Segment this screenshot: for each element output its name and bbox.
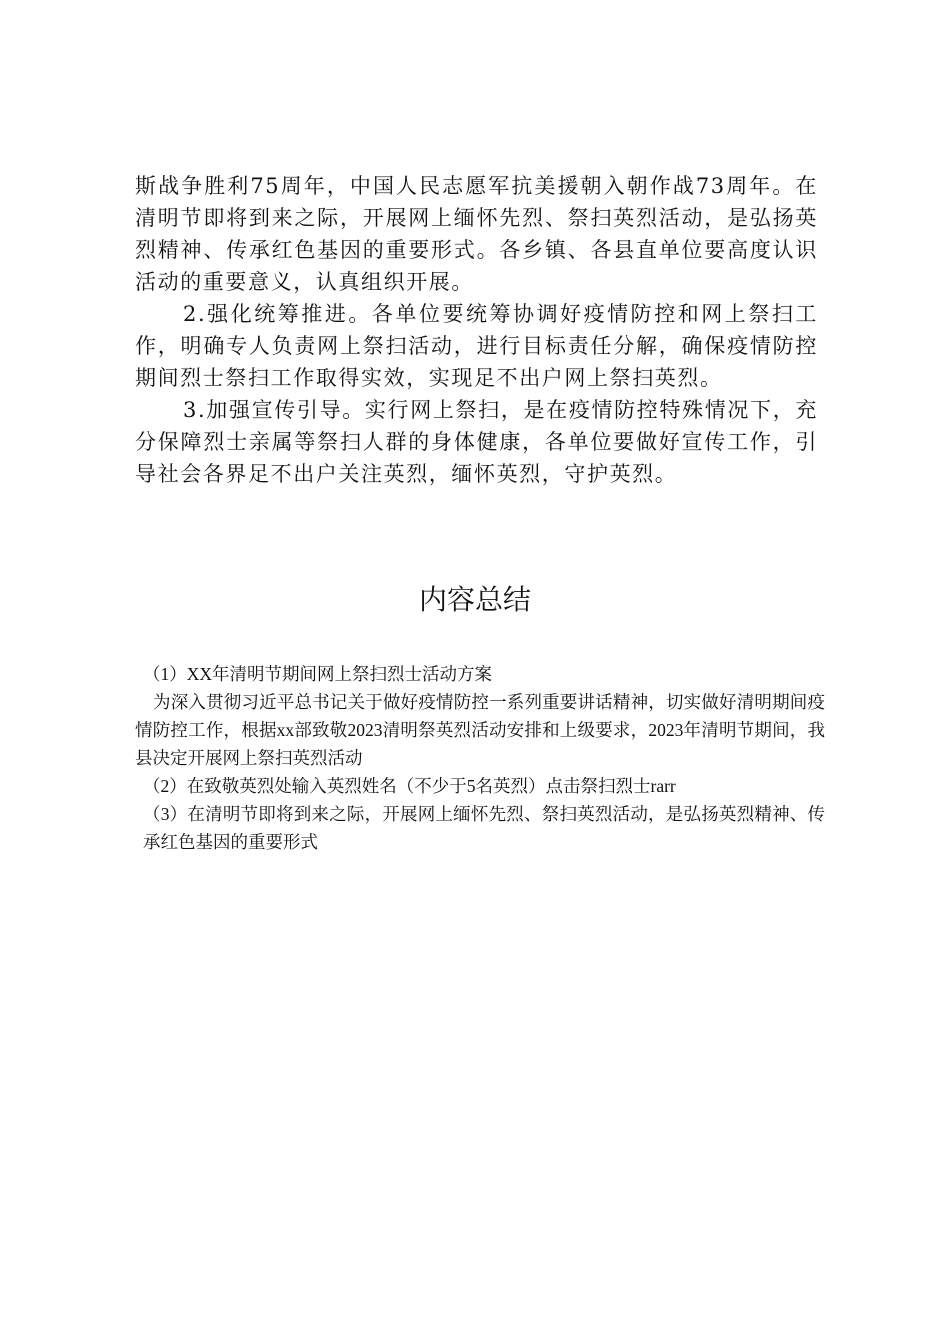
summary-title: 内容总结 xyxy=(418,583,531,616)
summary-item-3: （3）在清明节即将到来之际，开展网上缅怀先烈、祭扫英烈活动，是弘扬英烈精神、传承红色基因的重要形式 xyxy=(143,804,825,852)
body-text xyxy=(135,170,818,490)
body-paragraph-2: 2.强化统筹推进。各单位要统筹协调好疫情防控和网上祭扫工作，明确专人负责网上祭扫活动，进行目标责任分解，确保疫情防控期间烈士祭扫工作取得实效，实现足不出户网上祭扫英烈。 xyxy=(135,302,818,390)
body-paragraph-3: 3.加强宣传引导。实行网上祭扫，是在疫情防控特殊情况下，充分保障烈士亲属等祭扫人群的身体健康，各单位要做好宣传工作，引导社会各界足不出户关注英烈，缅怀英烈，守护英烈。 xyxy=(135,398,818,486)
body-paragraph-1: 斯战争胜利75周年，中国人民志愿军抗美援朝入朝作战73周年。在清明节即将到来之际，开展网上缅怀先烈、祭扫英烈活动，是弘扬英烈精神、传承红色基因的重要形式。各乡镇、各县直单位要高度认识活动的重要意义，认真组织开展。 xyxy=(135,174,818,294)
summary-item-1-body: 为深入贯彻习近平总书记关于做好疫情防控一系列重要讲话精神，切实做好清明期间疫情防控工作，根据xx部致敬2023清明祭英烈活动安排和上级要求，2023年清明节期间，我县决定开展网上祭扫英烈活动 xyxy=(135,692,825,768)
summary-item-2: （2）在致敬英烈处输入英烈姓名（不少于5名英烈）点击祭扫烈士rarr xyxy=(143,776,676,796)
summary-section xyxy=(135,660,825,856)
summary-item-1-heading: （1）XX年清明节期间网上祭扫烈士活动方案 xyxy=(143,664,493,684)
